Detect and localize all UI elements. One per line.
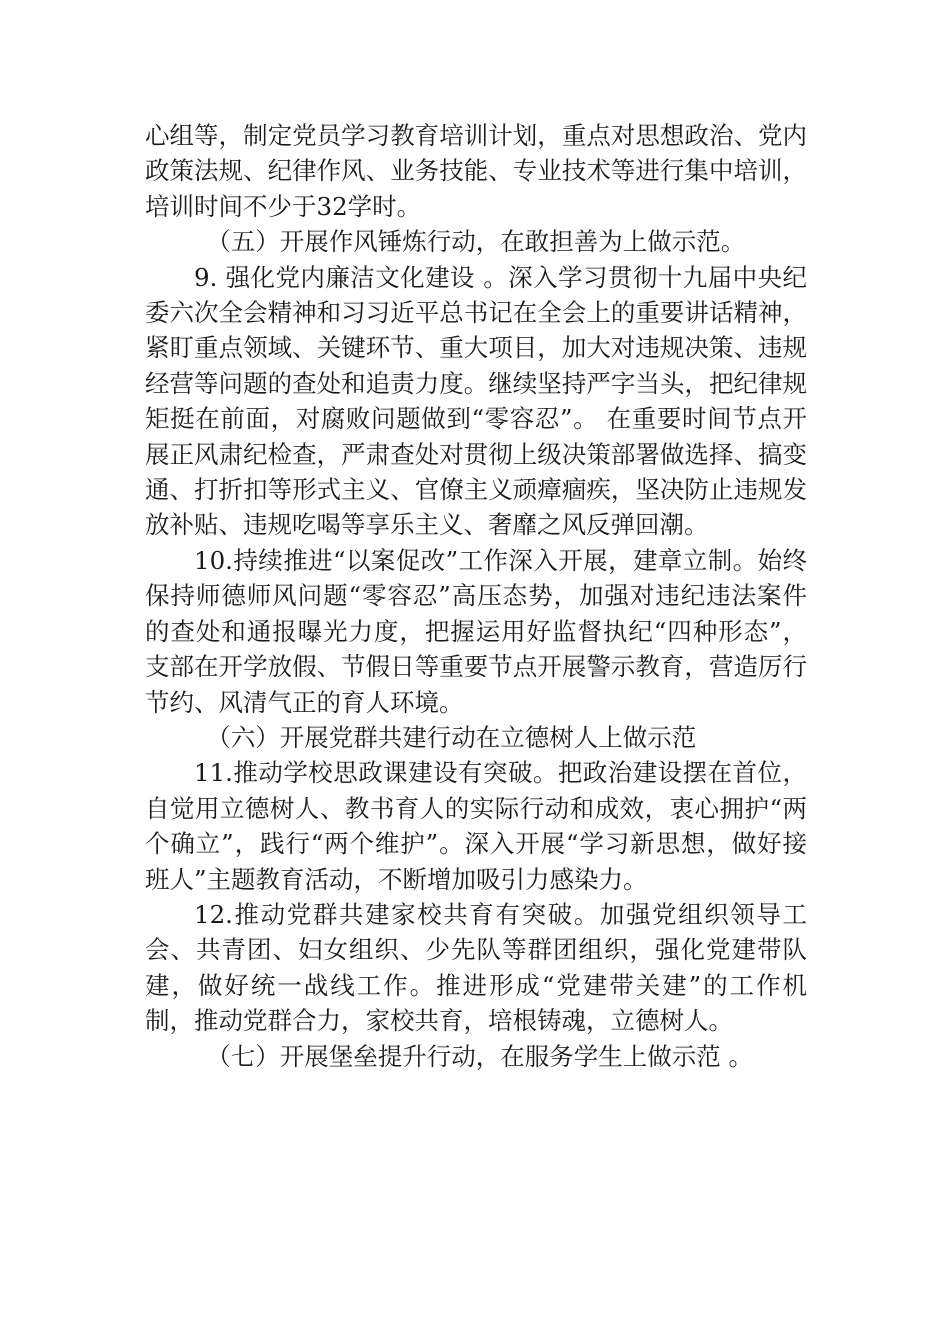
item-9-paragraph: 9. 强化党内廉洁文化建设 。深入学习贯彻十九届中央纪委六次全会精神和习习近平总书记在全会上的重要讲话精神，紧盯重点领域、关键环节、重大项目，加大对违规决策、违规经营等问题的查处和追责力度。继续坚持严字当头，把纪律规矩挺在前面，对腐败问题做到“零容忍”。 在重要时间节点开展正风肃纪检查，严肃查处对贯彻上级决策部署做选择、搞变通、打折扣等形式主义、官僚主义顽瘴痼疾，坚决防止违规发放补贴、违规吃喝等享乐主义、奢靡之风反弹回潮。	[145, 262, 807, 540]
item-12-paragraph: 12.推动党群共建家校共育有突破。加强党组织领导工会、共青团、妇女组织、少先队等群团组织，强化党建带队建，做好统一战线工作。推进形成“党建带关建”的工作机制，推动党群合力，家校共育，培根铸魂，立德树人。	[145, 899, 807, 1036]
item-11-paragraph: 11.推动学校思政课建设有突破。把政治建设摆在首位，自觉用立德树人、教书育人的实际行动和成效，衷心拥护“两个确立”，践行“两个维护”。深入开展“学习新思想，做好接班人”主题教育活动，不断增加吸引力感染力。	[145, 758, 807, 894]
paragraph-training-plan: 心组等，制定党员学习教育培训计划，重点对思想政治、党内政策法规、纪律作风、业务技能、专业技术等进行集中培训，培训时间不少于32学时。	[145, 121, 807, 221]
section-heading-6: （六）开展党群共建行动在立德树人上做示范	[206, 722, 697, 752]
document-body	[145, 118, 807, 1074]
section-heading-5: （五）开展作风锤炼行动，在敢担善为上做示范。	[206, 227, 746, 257]
section-heading-7: （七）开展堡垒提升行动，在服务学生上做示范 。	[206, 1041, 754, 1071]
item-10-paragraph: 10.持续推进“以案促改”工作深入开展，建章立制。始终保持师德师风问题“零容忍”高压态势，加强对违纪违法案件的查处和通报曝光力度，把握运用好监督执纪“四种形态”，支部在开学放假、节假日等重要节点开展警示教育，营造厉行节约、风清气正的育人环境。	[145, 545, 807, 717]
